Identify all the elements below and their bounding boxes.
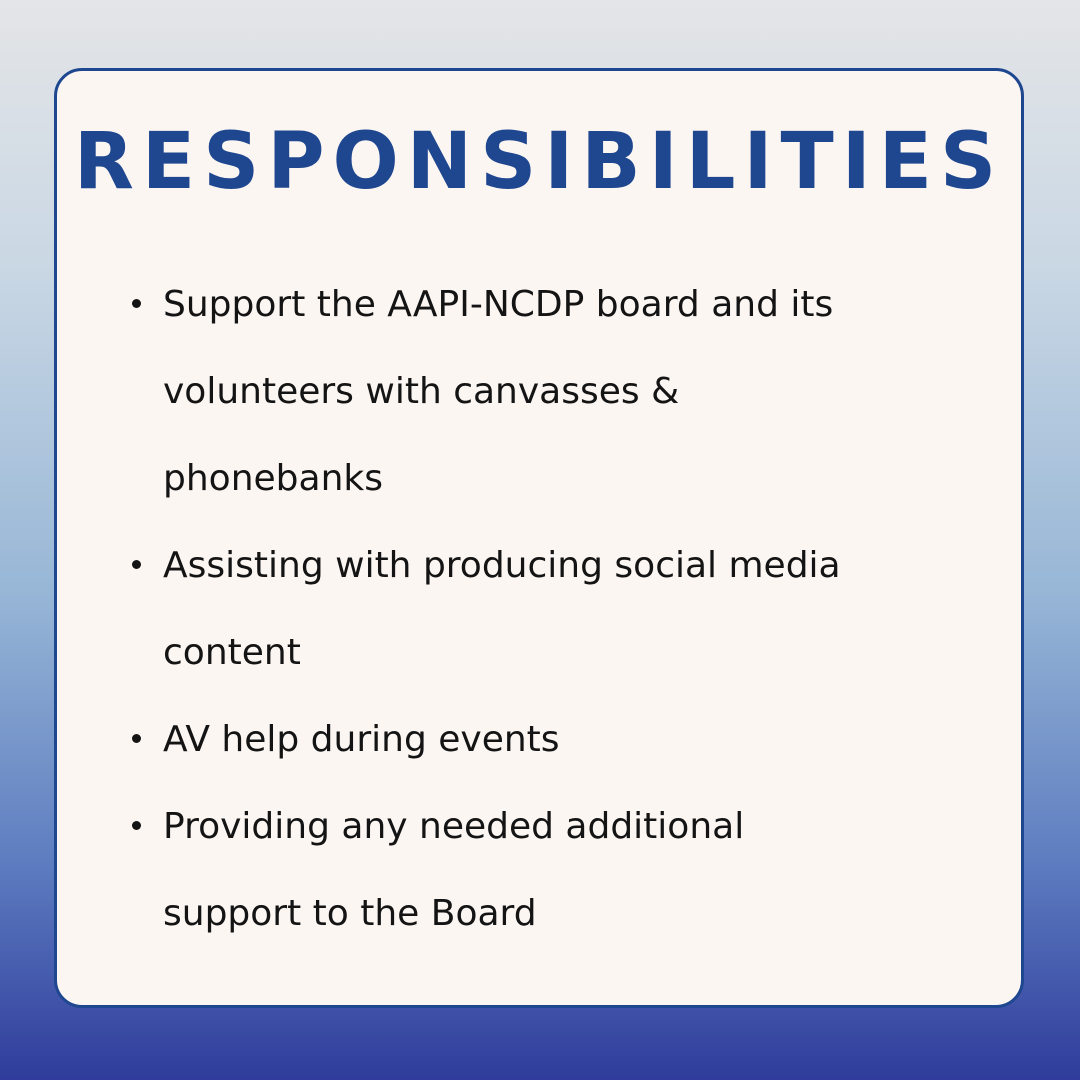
list-item: [57, 522, 987, 696]
list-item-line: phonebanks: [163, 458, 383, 499]
list-item-line: Providing any needed additional: [163, 806, 745, 847]
list-item: [57, 696, 987, 783]
list-item: [57, 783, 987, 957]
responsibilities-card: [54, 68, 1024, 1008]
page-title: RESPONSIBILITIES: [73, 117, 1005, 207]
list-item-line: content: [163, 632, 301, 673]
bullet-icon: [132, 734, 141, 743]
list-item-line: volunteers with canvasses &: [163, 371, 680, 412]
bullet-icon: [132, 560, 141, 569]
bullet-icon: [132, 299, 141, 308]
list-item-line: support to the Board: [163, 893, 537, 934]
list-item: [57, 261, 987, 522]
list-item-line: Support the AAPI-NCDP board and its: [163, 284, 834, 325]
list-item-line: Assisting with producing social media: [163, 545, 841, 586]
responsibilities-list: [57, 261, 987, 957]
list-item-line: AV help during events: [163, 719, 560, 760]
bullet-icon: [132, 821, 141, 830]
